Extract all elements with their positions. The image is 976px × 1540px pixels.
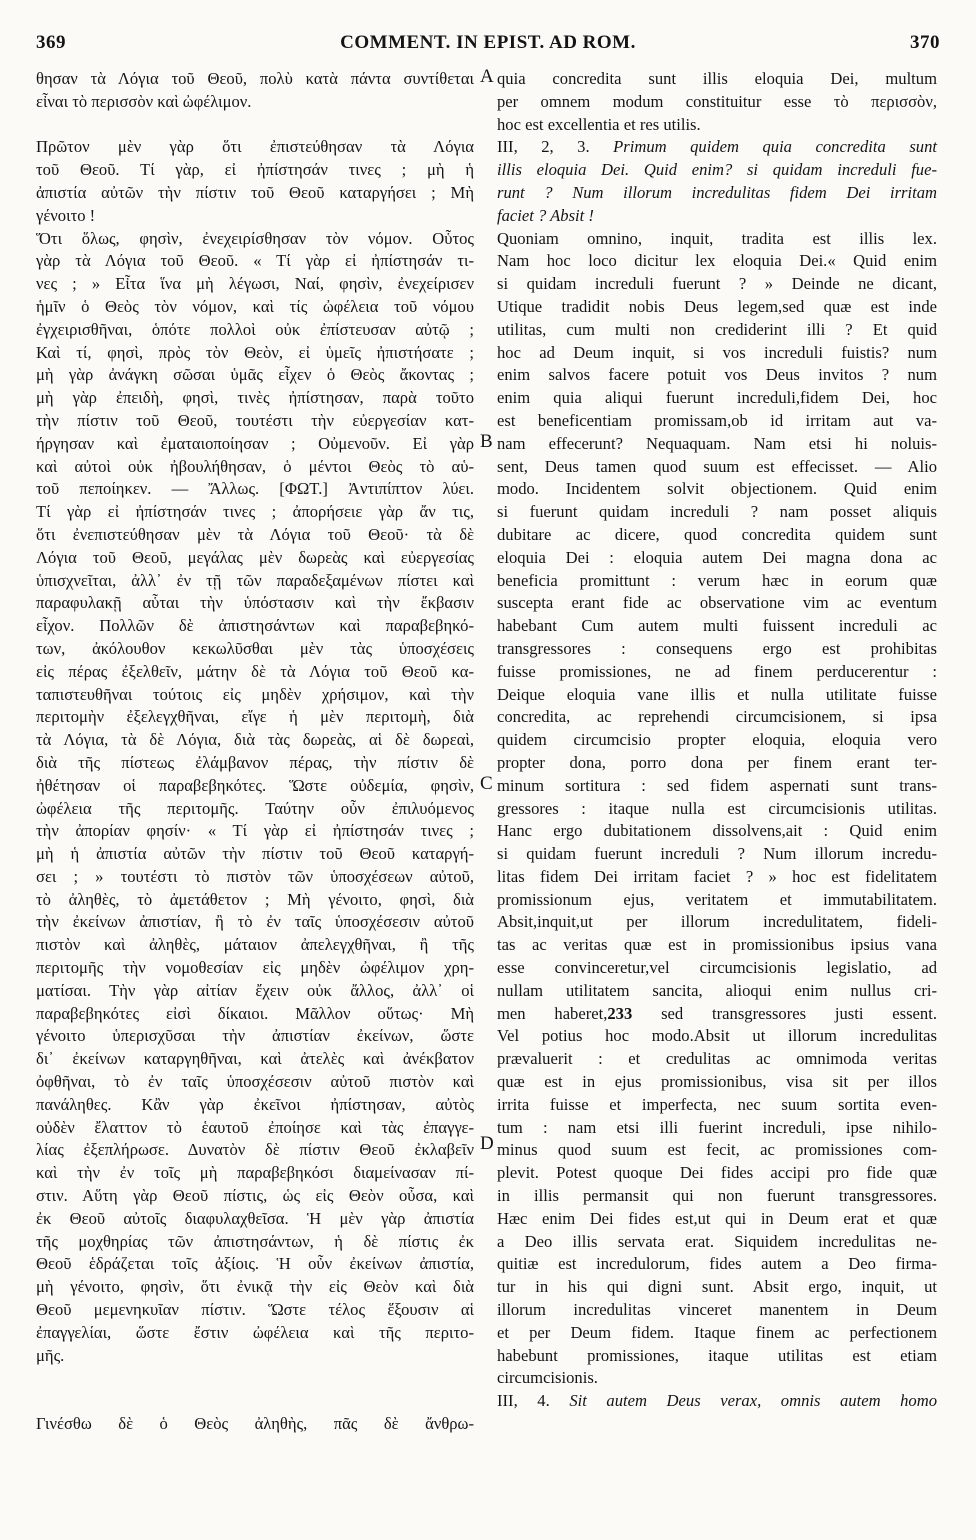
greek-line: μὴ γὰρ ἀνάγκη σῶσαι ὑμᾶς εἶχεν ὁ Θεὸς ἄκοντας ; (36, 365, 474, 385)
greek-line (36, 1367, 474, 1390)
latin-line: nam effecerunt? Nequaquam. Nam etsi hi noluis- (497, 433, 937, 453)
greek-line: λίας ἐξεπλήρωσε. Δυνατὸν δὲ πίστιν Θεοῦ ἐκλαβεῖν (36, 1140, 474, 1160)
latin-line: suscepta erant fide ac observatione vim ac eventum (497, 593, 937, 613)
greek-line: μὴ γένοιτο, φησὶν, ὅτι ἐνικᾷ τὴν εἰς Θεὸν καὶ διὰ (36, 1277, 474, 1297)
latin-line: circumcisionis. (497, 1368, 598, 1388)
greek-line: Καὶ τί, φησὶ, πρὸς τὸν Θεὸν, εἰ ὑμεῖς ἠπιστήσατε ; (36, 342, 474, 362)
latin-line: beneficia promittunt : verum hæc in eorum quæ (497, 570, 937, 590)
latin-line: illis eloquia Dei. Quid enim? si quidam increduli fue- (497, 160, 937, 180)
latin-line: Vel potius hoc modo.Absit ut illorum incredulitas (497, 1026, 937, 1046)
latin-line: Hanc ergo dubitationem dissolvens,ait : Quid enim (497, 821, 937, 841)
greek-line: εἶναι τὸ περισσὸν καὶ ὠφέλιμον. (36, 91, 252, 111)
greek-line: τὴν πίστιν τοῦ Θεοῦ, τουτέστι τὴν εὐεργεσίαν κατ- (36, 410, 474, 430)
margin-letter-b: B (480, 431, 493, 452)
latin-line: plevit. Potest quoque Dei fides accipi pro fide quæ (497, 1163, 937, 1183)
latin-line: habebant Cum autem multi fuissent increduli ac (497, 616, 937, 636)
greek-line: τὰ Λόγια, τὰ δὲ Λόγια, διὰ τὰς δωρεὰς, αἱ δὲ δωρεαὶ, (36, 730, 474, 750)
greek-line: μὴ γὰρ ἐπειδὴ, φησὶ, τινὲς ἠπίστησαν, παρὰ τοῦτο (36, 388, 474, 408)
latin-line: enim salvos facere potuit vos Deus invitos ? num (497, 365, 937, 385)
greek-line: παραφυλακῇ αὗται τὴν ὑπόστασιν καὶ τὴν ἔκβασιν (36, 593, 474, 613)
greek-line: ἐγχειρισθῆναι, ὁπότε πολλοὶ οὐκ ἐπίστευσαν αὐτῷ ; (36, 319, 474, 339)
greek-line: τοῦ Θεοῦ. Τί γὰρ, εἰ ἠπίστησάν τινες ; μὴ ἡ (36, 160, 474, 180)
greek-line: τὴν ἐκείνων ἀπιστίαν, ἢ τὸ ἐν ταῖς ὑποσχέσεσιν αὐτοῦ (36, 912, 474, 932)
latin-line: Quoniam omnino, inquit, tradita est illis lex. (497, 228, 937, 248)
greek-line: Γινέσθω δὲ ὁ Θεὸς ἀληθὴς, πᾶς δὲ ἄνθρω- (36, 1414, 474, 1434)
greek-line: ταπιστευθῆναι τούτοις εἰς μηδὲν χρήσιμον, καὶ τὴν (36, 684, 474, 704)
page-number-right: 370 (910, 32, 940, 53)
greek-line: τοῦ πεποίηκεν. — Ἄλλως. [ΦΩΤ.] Ἀντιπίπτον λύει. (36, 479, 474, 499)
greek-line: περιτομὴν ἐξελεγχθῆναι, εἴγε ἡ μὲν περιτομὴ, διὰ (36, 707, 474, 727)
latin-line: nullam utilitatem sancita, alioqui enim nullus cri- (497, 980, 937, 1000)
margin-letter-c: C (480, 773, 493, 794)
greek-line: εἶχον. Πολλῶν δὲ ἀπιστησάντων καὶ παραβεβηκό- (36, 616, 474, 636)
page-number-left: 369 (36, 32, 66, 53)
latin-line: concredita, ac reprehendi circumcisionem, si ipsa (497, 707, 937, 727)
latin-line: Deique eloquia vane illis et nulla utilitate fuisse (497, 684, 937, 704)
latin-line: in illis permansit qui non fuerunt transgressores. (497, 1186, 937, 1206)
latin-line: per omnem modum constituitur esse τὸ περισσὸν, (497, 91, 937, 111)
latin-line: promissionum ejus, veritatem et immutabilitatem. (497, 889, 937, 909)
greek-line: πιστὸν καὶ ἀληθὲς, μάταιον ἀπελεγχθῆναι, ἢ τῆς (36, 935, 474, 955)
latin-line: si quidam increduli fuerunt ? » Deinde ne dicant, (497, 274, 937, 294)
latin-line: si quidam fuerunt increduli ? Num illorum incredu- (497, 844, 937, 864)
latin-line: fuisse promissiones, ne ad finem perducerentur : (497, 661, 937, 681)
latin-line: utilitas, cum multi non crediderint illi ? Et quid (497, 319, 937, 339)
greek-line: ἐπαγγελίαι, ὥστε ἔστιν ὠφέλεια καὶ τῆς περιτο- (36, 1322, 474, 1342)
greek-line: τὴν ἀπορίαν φησίν· « Τί γὰρ εἰ ἠπίστησάν τινες ; (36, 821, 474, 841)
greek-line: τῆς μοχθηρίας τῶν ἀπιστησάντων, ἡ δὲ πίστις ἐκ (36, 1231, 474, 1251)
running-header (36, 32, 940, 62)
greek-line: δι᾽ ἐκείνων καταργηθῆναι, καὶ ἀτελὲς καὶ ἀνέκβατον (36, 1049, 474, 1069)
latin-line: hoc est excellentia et res utilis. (497, 114, 701, 134)
latin-line: habebunt promissiones, itaque utilitas est etiam (497, 1345, 937, 1365)
latin-line: quitiæ est incredulorum, fides autem a Deo firma- (497, 1254, 937, 1274)
greek-line: Λόγια τοῦ Θεοῦ, μεγάλας μὲν δωρεὰς καὶ εὐεργεσίας (36, 547, 474, 567)
latin-line: propter dona, porro dona per finem erant ter- (497, 752, 937, 772)
greek-line: μῆς. (36, 1345, 65, 1365)
latin-line: irrita fuisse et imperfecta, nec suum sortita even- (497, 1094, 937, 1114)
greek-line: Ὅτι ὅλως, φησὶν, ἐνεχειρίσθησαν τὸν νόμον. Οὗτος (36, 228, 474, 248)
greek-line: παραβεβηκότες εἰσὶ δίκαιοι. Μᾶλλον οὕτως· Μὴ (36, 1003, 474, 1023)
greek-line: ἀπιστία αὐτῶν τὴν πίστιν τοῦ Θεοῦ καταργήσει ; Μὴ (36, 182, 474, 202)
latin-line: minum sortitura : sed fidem aspernati sunt trans- (497, 775, 937, 795)
running-head-title: COMMENT. IN EPIST. AD ROM. (340, 32, 636, 53)
greek-line: περιτομῆς τὴν νομοθεσίαν εἰς μηδὲν ὠφέλιμον χρη- (36, 958, 474, 978)
latin-line: sent, Deus tamen quod suum est effecisset. — Alio (497, 456, 937, 476)
greek-line: οὐδὲν ἔλαττον τὸ ἑαυτοῦ ἐποίησε καὶ τὰς ἐπαγγε- (36, 1117, 474, 1137)
greek-line: ἐκ Θεοῦ αὐτοῖς διαφυλαχθεῖσα. Ἡ μὲν γὰρ ἀπιστία (36, 1208, 474, 1228)
greek-line: καὶ αὐτοὶ οὐκ ἠβουλήθησαν, ὁ μέντοι Θεὸς τὸ αὑ- (36, 456, 474, 476)
greek-line: γὰρ τὰ Λόγια τοῦ Θεοῦ. « Τί γὰρ εἰ ἠπίστησάν τι- (36, 251, 474, 271)
greek-line: ὠφέλεια τῆς περιτομῆς. Ταύτην οὖν ἐπιλυόμενος (36, 798, 474, 818)
greek-line: τὸ ἀληθὲς, τὸ ἀμετάθετον ; Μὴ γένοιτο, φησὶ, διὰ (36, 889, 474, 909)
latin-line: litas fidem Dei irritam faciet ? » hoc est fidelitatem (497, 866, 937, 886)
greek-line: Θεοῦ μεμενηκυῖαν πίστιν. Ὥστε τέλος ἕξουσιν αἱ (36, 1300, 474, 1320)
latin-line: modo. Incidentem solvit objectionem. Quid enim (497, 479, 937, 499)
latin-line: quidem circumcisio propter eloquia, eloquia vero (497, 730, 937, 750)
greek-column (36, 68, 474, 1436)
greek-line: διὰ τῆς πίστεως ἐλάμβανον πέρας, τὴν πίστιν δὲ (36, 752, 474, 772)
greek-line: πανάληθες. Κἂν γὰρ ἐκεῖνοι ἠπίστησαν, αὐτὸς (36, 1094, 474, 1114)
latin-line: faciet ? Absit ! (497, 205, 594, 225)
latin-line: tur in his qui digni sunt. Absit ergo, inquit, ut (497, 1277, 937, 1297)
greek-line: καὶ τὴν ἐν τοῖς μὴ παραβεβηκόσι διαμείνασαν πί- (36, 1163, 474, 1183)
greek-line: γένοιτο ! (36, 205, 96, 225)
latin-line: transgressores : consequens ergo est prohibitas (497, 638, 937, 658)
greek-line: Πρῶτον μὲν γὰρ ὅτι ἐπιστεύθησαν τὰ Λόγια (36, 137, 474, 157)
margin-letter-a: A (480, 66, 494, 87)
latin-line: III, 2, 3. Primum quidem quia concredita sunt (497, 137, 937, 157)
latin-line: illorum incredulitas vinceret manentem in Deum (497, 1300, 937, 1320)
greek-line: ἠθέτησαν οἱ παραβεβηκότες. Ὥστε οὐδεμία, φησὶν, (36, 775, 474, 795)
greek-line: ματίσαι. Τὴν γὰρ αἰτίαν ἔχειν οὐκ ἄλλος, ἀλλ᾽ οἱ (36, 980, 474, 1000)
greek-line: Θεοῦ ἑδράζεται τοῖς ἀξίοις. Ἡ οὖν ἐκείνων ἀπιστία, (36, 1254, 474, 1274)
latin-line: III, 4. Sit autem Deus verax, omnis autem homo (497, 1391, 938, 1411)
latin-line: runt ? Num illorum incredulitas fidem Dei irritam (497, 182, 937, 202)
latin-line: prævaluerit : et credulitas ac omnimoda veritas (497, 1049, 937, 1069)
greek-line: Τί γὰρ εἰ ἠπίστησάν τινες ; ἀπορήσειε γὰρ ἄν τις, (36, 502, 474, 522)
greek-line: των, ἀκόλουθον κεκωλῦσθαι μὲν τὰς ὑποσχέσεις (36, 638, 474, 658)
greek-line: ήργησαν καὶ ἐματαιοποίησαν ; Οὐμενοῦν. Εἰ γὰρ (36, 433, 474, 453)
greek-line: σει ; » τουτέστι τὸ πιστὸν τῶν ὑποσχέσεων αὐτοῦ, (36, 866, 474, 886)
greek-line: εἰς πέρας ἐξελθεῖν, μάτην δὲ τὰ Λόγια τοῦ Θεοῦ κα- (36, 661, 474, 681)
latin-line: a Deo illis servata erat. Siquidem incredulitas ne- (497, 1231, 937, 1251)
latin-line: minus quod suum est fecit, ac promissiones com- (497, 1140, 937, 1160)
latin-line: Absit,inquit,ut per illorum incredulitatem, fideli- (497, 912, 937, 932)
greek-line: ἡμῖν ὁ Θεὸς τὸν νόμον, καὶ τίς ὠφέλεια τοῦ νόμου (36, 296, 474, 316)
greek-line: θησαν τὰ Λόγια τοῦ Θεοῦ, πολὺ κατὰ πάντα συντίθεται (36, 69, 474, 88)
greek-line: στιν. Αὕτη γὰρ Θεοῦ πίστις, ὡς εἰς Θεὸν οὖσα, καὶ (36, 1186, 474, 1206)
latin-line: men haberet,233 sed transgressores justi essent. (497, 1003, 937, 1023)
latin-line: enim quia aliqui fuerunt increduli,fidem Dei, hoc (497, 388, 937, 408)
latin-line: tum : nam etsi illi fuerint increduli, ipse nihilo- (497, 1117, 937, 1137)
latin-line: Utique tradidit nobis Deus legem,sed quæ est inde (497, 296, 937, 316)
latin-line: eloquia Dei : eloquia autem Dei magna dona ac (497, 547, 937, 567)
latin-column (497, 68, 937, 1413)
latin-line: Hæc enim Dei fides est,ut qui in Deum erat et quæ (497, 1208, 937, 1228)
column-marker-number: 233 (607, 1003, 633, 1023)
greek-line: νες ; » Εἶτα ἵνα μὴ λέγωσι, Ναί, φησὶν, ἐνεχείρισεν (36, 274, 474, 294)
greek-line: ὀφθῆναι, τὸ ἐν ταῖς ὑποσχέσεσιν αὐτοῦ πιστὸν καὶ (36, 1072, 474, 1092)
greek-line: ὑπισχνεῖται, ἀλλ᾽ ἐν τῇ τῶν παραδεξαμένων πίστει καὶ (36, 570, 474, 590)
latin-line: si fuerunt quidam increduli ? nam posset aliquis (497, 502, 937, 522)
greek-line: γένοιτο ὑπερισχῦσαι τὴν ἀπιστίαν ἐκείνων, ὥστε (36, 1026, 474, 1046)
latin-line: et per Deum fidem. Itaque finem ac perfectionem (497, 1322, 937, 1342)
margin-letter-d: D (480, 1133, 494, 1154)
latin-line: dubitare ac dicere, quod concredita quidem sunt (497, 524, 937, 544)
latin-line: tas ac veritas quæ est in promissionibus ipsius vana (497, 935, 937, 955)
latin-line: quia concredita sunt illis eloquia Dei, multum (497, 69, 937, 88)
latin-line: quæ est in ejus promissionibus, visa sit per illos (497, 1072, 937, 1092)
greek-line: ὅτι ἐνεπιστεύθησαν μὲν τὰ Λόγια τοῦ Θεοῦ· τὰ δὲ (36, 524, 474, 544)
latin-line: hoc ad Deum inquit, si vos increduli fuistis? num (497, 342, 937, 362)
latin-line: est beneficentiam promissam,ob id irritam aut va- (497, 410, 937, 430)
latin-line: gressores : itaque nulla est circumcisionis utilitas. (497, 798, 937, 818)
latin-line: Nam hoc loco dicitur lex eloquia Dei.« Quid enim (497, 251, 937, 271)
latin-line: esse convinceretur,vel circumcisionis legislatio, ad (497, 958, 937, 978)
greek-line: μὴ ἡ ἀπιστία αὐτῶν τὴν πίστιν τοῦ Θεοῦ καταργή- (36, 844, 474, 864)
